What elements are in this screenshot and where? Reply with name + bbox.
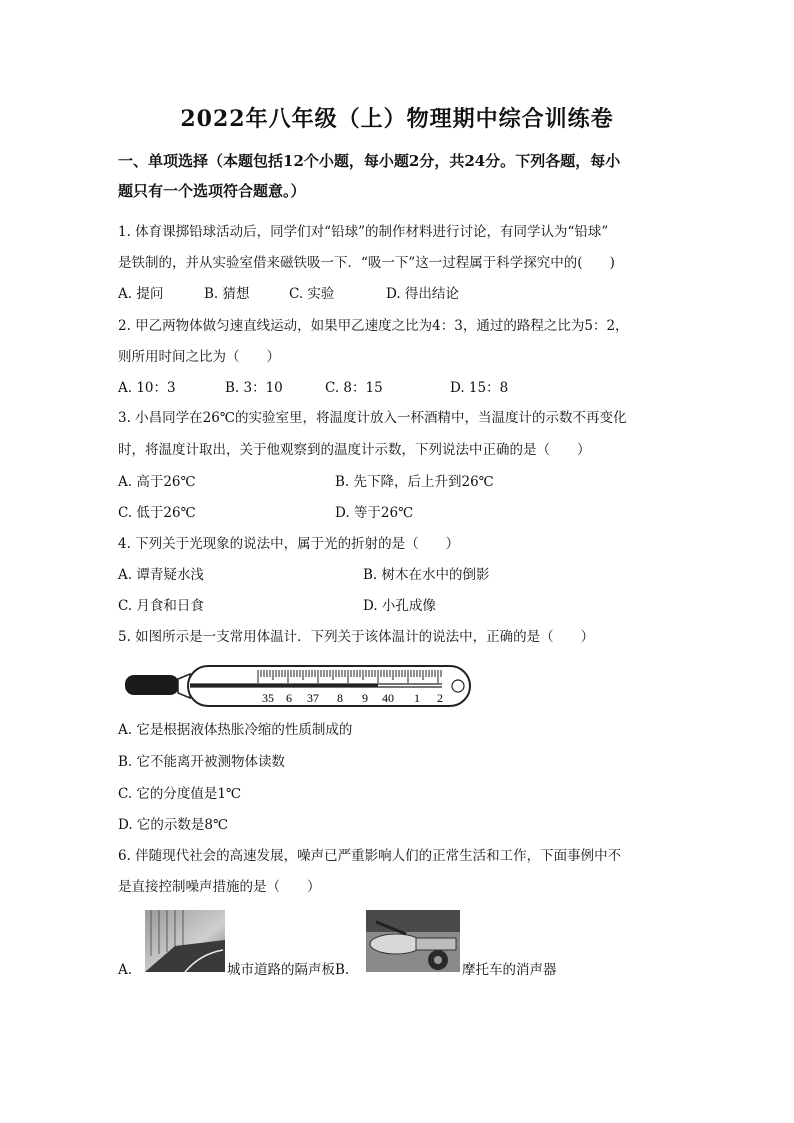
q1-line-1: 1. 体育课掷铅球活动后，同学们对“铅球”的制作材料进行讨论，有同学认为“铅球”	[118, 224, 609, 240]
q5-option-b: B. 它不能离开被测物体读数	[118, 754, 286, 770]
q2-option-d: D. 15：8	[450, 380, 509, 396]
q5-option-d: D. 它的示数是8℃	[118, 817, 229, 833]
sound-barrier-icon	[145, 910, 225, 972]
q3-option-d: D. 等于26℃	[335, 505, 414, 521]
q6-option-b-text: 摩托车的消声器	[462, 962, 557, 978]
section-header-line-1: 一、单项选择（本题包括12个小题，每小题2分，共24分。下列各题，每小	[118, 152, 621, 170]
q4-option-d: D. 小孔成像	[363, 598, 436, 614]
scale-label-9: 9	[362, 691, 368, 705]
scale-label-35: 35	[262, 691, 274, 705]
scale-label-40: 40	[382, 691, 394, 705]
q6-option-a-label: A.	[118, 962, 133, 978]
q2-option-a: A. 10：3	[118, 380, 176, 396]
q3-line-1: 3. 小昌同学在26℃的实验室里，将温度计放入一杯酒精中，当温度计的示数不再变化	[118, 410, 627, 426]
q5-line-1: 5. 如图所示是一支常用体温计．下列关于该体温计的说法中，正确的是（ ）	[118, 629, 595, 645]
q1-option-a: A. 提问	[118, 286, 164, 302]
thermometer-bulb	[125, 675, 179, 695]
q4-option-c: C. 月食和日食	[118, 598, 204, 614]
q2-line-2: 则所用时间之比为（ ）	[118, 349, 280, 365]
q2-option-c: C. 8：15	[325, 380, 383, 396]
thermometer-figure	[124, 662, 474, 710]
q3-option-a: A. 高于26℃	[118, 474, 196, 490]
page-title: 2022年八年级（上）物理期中综合训练卷	[180, 106, 614, 132]
q6-option-a-text: 城市道路的隔声板B.	[227, 962, 350, 978]
scale-label-37: 37	[307, 691, 319, 705]
mercury-column	[190, 684, 378, 687]
q5-option-c: C. 它的分度值是1℃	[118, 786, 242, 802]
muffler-icon	[366, 910, 460, 972]
scale-label-2: 2	[437, 691, 443, 705]
scale-label-8: 8	[337, 691, 343, 705]
q4-option-a: A. 谭青疑水浅	[118, 567, 204, 583]
q1-line-2: 是铁制的，并从实验室借来磁铁吸一下．“吸一下”这一过程属于科学探究中的( )	[118, 255, 615, 271]
q4-line-1: 4. 下列关于光现象的说法中，属于光的折射的是（ ）	[118, 536, 460, 552]
q6-line-2: 是直接控制噪声措施的是（ ）	[118, 879, 321, 895]
section-header	[118, 146, 678, 206]
q5-option-a: A. 它是根据液体热胀冷缩的性质制成的	[118, 722, 353, 738]
q1-option-d: D. 得出结论	[386, 286, 459, 302]
scale-label-1: 1	[414, 691, 420, 705]
scale-label-6: 6	[286, 691, 292, 705]
q1-option-c: C. 实验	[289, 286, 335, 302]
thermometer-icon	[124, 662, 474, 710]
q6-line-1: 6. 伴随现代社会的高速发展，噪声已严重影响人们的正常生活和工作，下面事例中不	[118, 848, 622, 864]
q1-option-b: B. 猜想	[204, 286, 250, 302]
q2-option-b: B. 3：10	[225, 380, 283, 396]
section-header-line-2: 题只有一个选项符合题意。）	[118, 182, 306, 200]
q4-option-b: B. 树木在水中的倒影	[363, 567, 490, 583]
q3-option-c: C. 低于26℃	[118, 505, 196, 521]
q3-line-2: 时，将温度计取出，关于他观察到的温度计示数，下列说法中正确的是（ ）	[118, 442, 591, 458]
muffler-photo	[366, 910, 460, 972]
q2-line-1: 2. 甲乙两物体做匀速直线运动，如果甲乙速度之比为4：3，通过的路程之比为5：2，	[118, 318, 629, 334]
q3-option-b: B. 先下降，后上升到26℃	[335, 474, 494, 490]
sound-barrier-photo	[145, 910, 225, 972]
